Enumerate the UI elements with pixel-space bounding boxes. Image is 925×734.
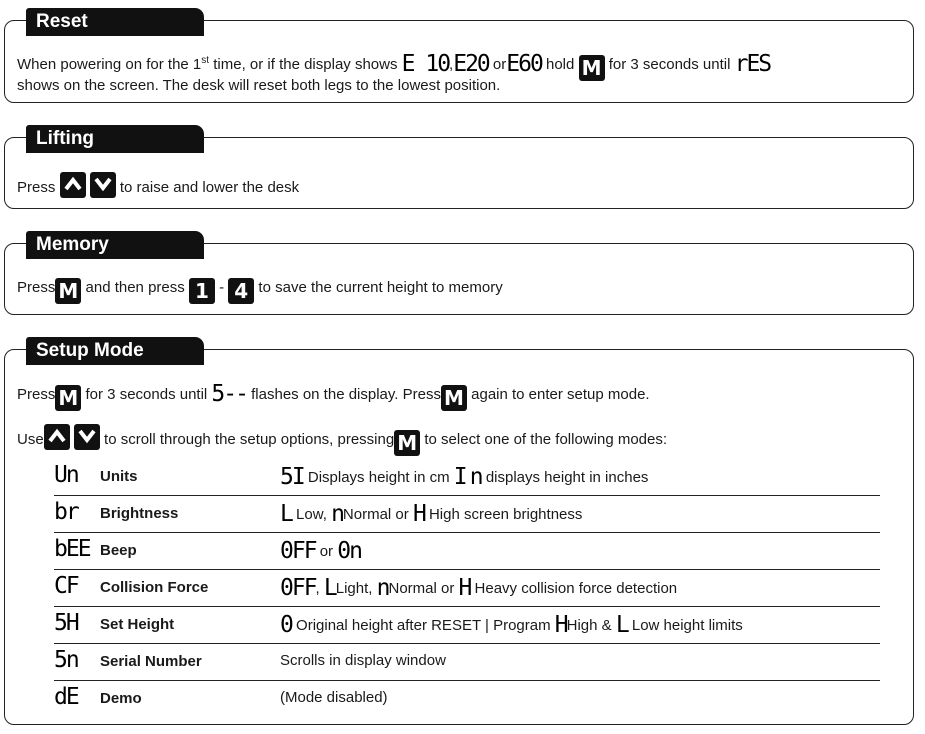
memory-1-button-icon: 1 [189,278,215,304]
mode-row-units [54,458,880,496]
mode-row-demo [54,680,880,717]
mode-desc: L Low, nNormal or H High screen brightness [280,501,583,527]
mode-row-serial-number [54,643,880,681]
down-arrow-icon [74,424,100,450]
error-code-e60: E60 [506,51,542,77]
lifting-title: Lifting [26,125,204,153]
reset-line-2: shows on the screen. The desk will reset both legs to the lowest position. [17,77,501,94]
mode-name: Serial Number [100,653,202,670]
reset-code-res: rES [734,51,771,77]
setup-line-2: Use to scroll through the setup options, pressing M to select one of the following modes: [17,424,667,456]
mode-desc: 0FF, LLight, nNormal or H Heavy collision force detection [280,575,678,601]
mode-row-beep [54,532,880,570]
error-code-e10: E 10 [401,51,450,77]
mode-name: Beep [100,542,137,559]
mode-code: CF [54,573,78,599]
mode-row-collision-force [54,569,880,607]
mode-row-brightness [54,495,880,533]
mode-desc: 0FF or 0n [280,538,361,564]
setup-title: Setup Mode [26,337,204,365]
m-button-icon: M [441,385,467,411]
down-arrow-icon [90,172,116,198]
mode-name: Set Height [100,616,175,633]
mode-desc: 5I Displays height in cm I n displays height in inches [280,464,649,490]
setup-code: 5-- [211,381,247,407]
mode-desc: 0 Original height after RESET | Program HHigh & L Low height limits [280,612,743,638]
up-arrow-icon [44,424,70,450]
m-button-icon: M [394,430,420,456]
mode-code: 5n [54,647,78,673]
lifting-line: Press to raise and lower the desk [17,172,299,198]
mode-desc: Scrolls in display window [280,652,446,669]
mode-code: Un [54,462,78,488]
error-code-e20: E20 [453,51,489,77]
m-button-icon: M [579,55,605,81]
reset-title: Reset [26,8,204,36]
mode-name: Demo [100,690,142,707]
setup-line-1: Press M for 3 seconds until 5-- flashes on the display. Press M again to enter setup mode. [17,381,650,410]
mode-code: dE [54,684,78,710]
mode-name: Brightness [100,505,179,522]
mode-name: Collision Force [100,579,209,596]
mode-code: 5H [54,610,78,636]
up-arrow-icon [60,172,86,198]
mode-code: bEE [54,536,90,562]
m-button-icon: M [55,385,81,411]
m-button-icon: M [55,278,81,304]
mode-code: br [54,499,78,525]
mode-desc: (Mode disabled) [280,689,388,706]
mode-name: Units [100,468,138,485]
mode-row-set-height [54,606,880,644]
memory-4-button-icon: 4 [228,278,254,304]
memory-title: Memory [26,231,204,259]
memory-line: Press M and then press 1 - 4 to save the current height to memory [17,279,503,303]
reset-line-1: When powering on for the 1st time, or if the display shows E 10,E20 orE60 hold M for 3 seconds until rES [17,51,771,80]
